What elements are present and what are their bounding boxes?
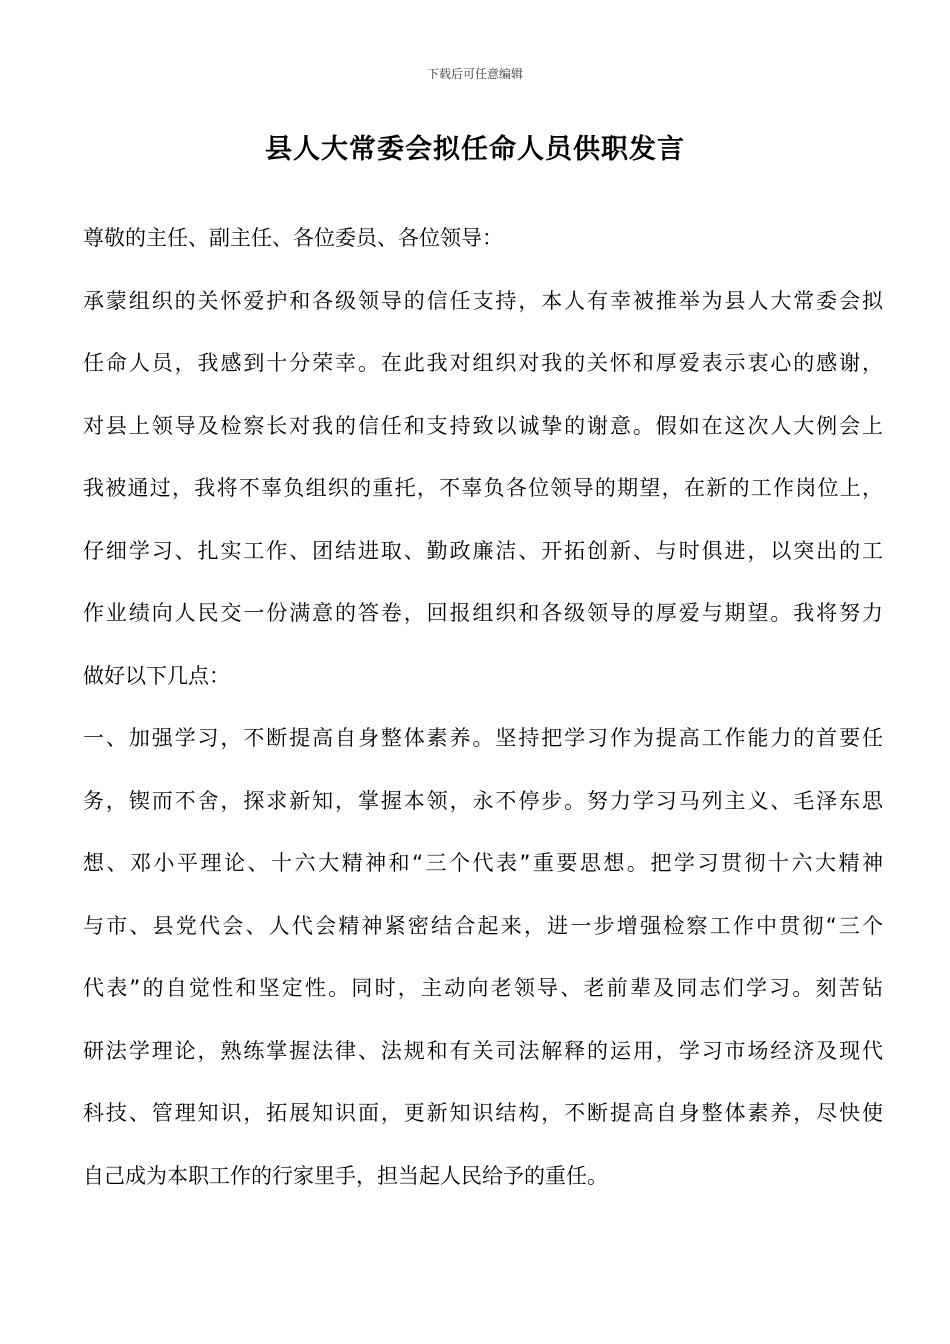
text-line: 科技、管理知识，拓展知识面，更新知识结构，不断提高自身整体素养，尽快使: [83, 1101, 883, 1125]
text-line: 承蒙组织的关怀爱护和各级领导的信任支持，本人有幸被推举为县人大常委会拟: [83, 288, 883, 313]
text-line: 自己成为本职工作的行家里手，担当起人民给予的重任。: [83, 1163, 608, 1188]
document-body: [83, 220, 883, 1220]
text-line: 一、加强学习，不断提高自身整体素养。坚持把学习作为提高工作能力的首要任: [83, 726, 883, 750]
header-note: 下载后可任意编辑: [426, 67, 523, 81]
text-line: 务，锲而不舍，探求新知，掌握本领，永不停步。努力学习马列主义、毛泽东思: [83, 788, 883, 813]
document-title: 县人大常委会拟任命人员供职发言: [265, 134, 685, 165]
text-line: 想、邓小平理论、十六大精神和“三个代表”重要思想。把学习贯彻十六大精神: [83, 851, 883, 875]
text-line: 任命人员，我感到十分荣幸。在此我对组织对我的关怀和厚爱表示衷心的感谢，: [83, 351, 883, 375]
text-line: 研法学理论，熟练掌握法律、法规和有关司法解释的运用，学习市场经济及现代: [83, 1038, 883, 1063]
text-line: 与市、县党代会、人代会精神紧密结合起来，进一步增强检察工作中贯彻“三个: [83, 913, 883, 938]
text-line: 尊敬的主任、副主任、各位委员、各位领导：: [83, 226, 503, 250]
text-line: 仔细学习、扎实工作、团结进取、勤政廉洁、开拓创新、与时俱进，以突出的工: [83, 538, 883, 563]
text-line: 我被通过，我将不辜负组织的重托，不辜负各位领导的期望，在新的工作岗位上，: [83, 476, 883, 500]
text-line: 对县上领导及检察长对我的信任和支持致以诚挚的谢意。假如在这次人大例会上: [83, 413, 883, 438]
text-line: 做好以下几点：: [83, 663, 230, 688]
text-line: 代表”的自觉性和坚定性。同时，主动向老领导、老前辈及同志们学习。刻苦钻: [83, 976, 883, 1000]
text-line: 作业绩向人民交一份满意的答卷，回报组织和各级领导的厚爱与期望。我将努力: [83, 601, 883, 625]
